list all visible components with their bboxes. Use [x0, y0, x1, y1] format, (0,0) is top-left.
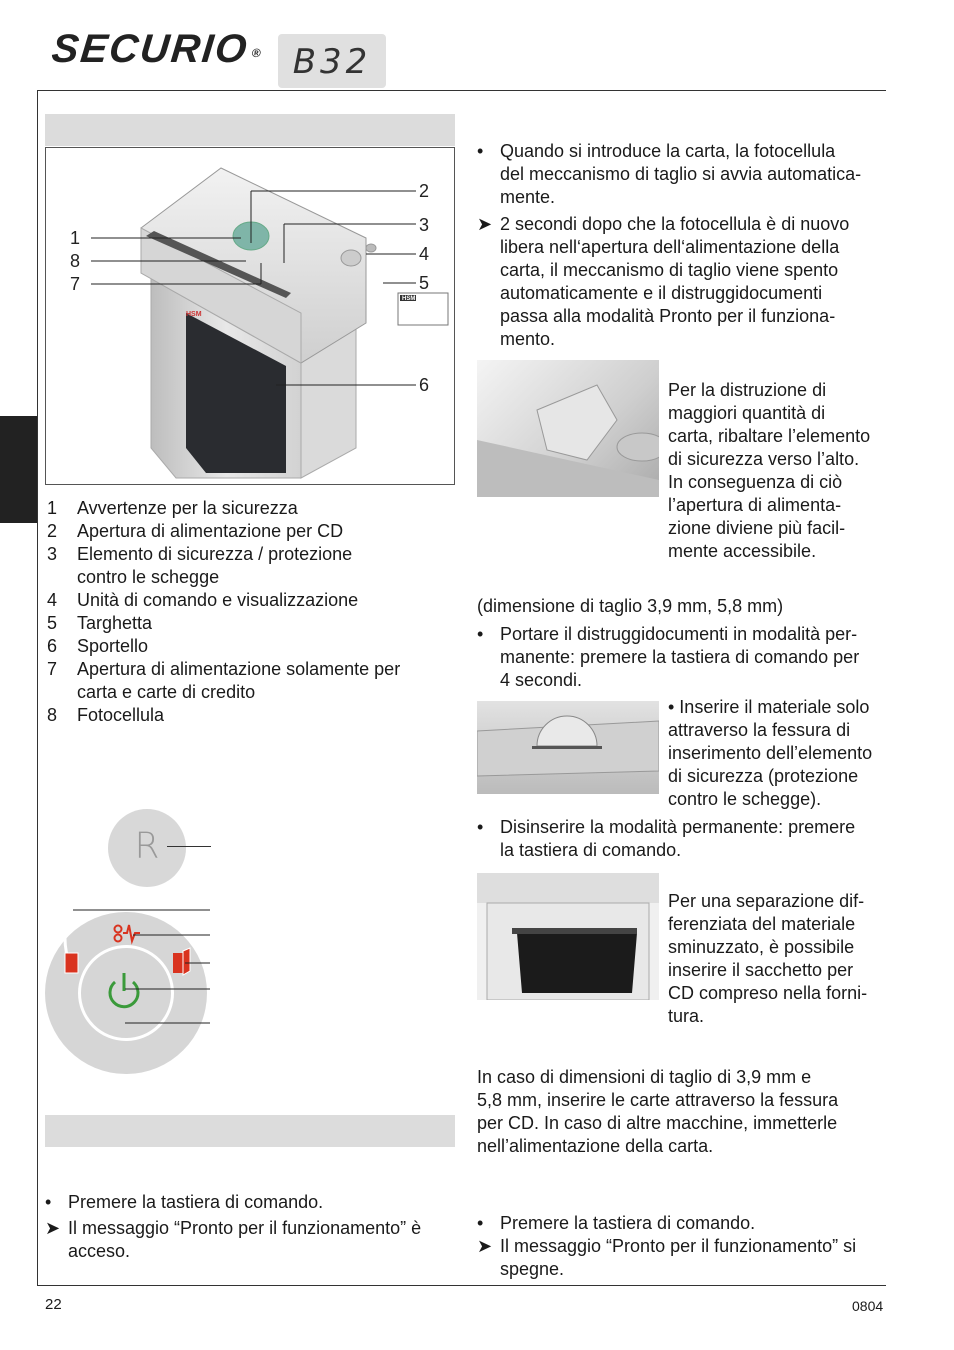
cd-bag-photo: [477, 873, 659, 1000]
list-item-cont: carta e carte di credito: [77, 682, 256, 702]
credit-card-note: In caso di dimensioni di taglio di 3,9 mm e 5,8 mm, inserire le carte attraverso la fessura per CD. In caso di altre macchine, immetterle nell’alimentazione della carta.: [477, 1067, 839, 1156]
reset-button-graphic: [108, 809, 186, 887]
paper-jam-icon: [115, 925, 141, 942]
callout-5: 5: [419, 273, 430, 293]
reset-label: R: [134, 826, 160, 867]
reset-leader: [167, 846, 211, 847]
callout-8: 8: [70, 251, 81, 271]
list-item: 6 Sportello: [47, 636, 149, 656]
disable-permanent-step: • Disinserire la modalità permanente: premere la tastiera di comando.: [477, 817, 856, 860]
cd-slot-photo: [477, 701, 659, 794]
shredder-figure: [45, 147, 455, 485]
footer-rule: [37, 1285, 886, 1286]
photo2-caption: • Inserire il materiale solo attraverso la fessura di inserimento dell’elemento di sicurezza (protezione contro le schegge).: [668, 697, 873, 809]
safety-element-photo: [477, 360, 659, 497]
switch-off-steps: • Premere la tastiera di comando. ➤ Il messaggio “Pronto per il funzionamento” si spegne.: [477, 1213, 857, 1279]
callout-1: 1: [70, 228, 81, 248]
callout-3: 3: [419, 215, 430, 235]
shredder-logo: HSM: [186, 311, 202, 318]
parts-list: [47, 497, 457, 727]
model-badge: B32: [278, 34, 386, 88]
right-top-text: • Quando si introduce la carta, la fotocellula del meccanismo di taglio si avvia automatica- mente. ➤ 2 secondi dopo che la fotocellula è di nuovo libera nell‘apertura dell‘alimentazione della carta, il meccanismo di taglio viene spento automaticamente e il distruggidocumenti passa alla modalità Pronto per il funziona- mento.: [477, 141, 862, 349]
control-icons: [45, 905, 215, 1075]
brand-logo: SECURIO®: [49, 27, 264, 71]
list-item: 5 Targhetta: [47, 613, 153, 633]
left-frame-line: [37, 90, 38, 1286]
plate-brand: HSM: [402, 296, 416, 302]
list-item: 8 Fotocellula: [47, 705, 165, 725]
switch-on-steps: • Premere la tastiera di comando. ➤ Il messaggio “Pronto per il funzionamento” è acceso.: [45, 1192, 422, 1261]
callout-4: 4: [419, 244, 430, 264]
section-bar-overview: [45, 114, 455, 146]
list-item: 4 Unità di comando e visualizzazione: [47, 590, 359, 610]
list-item: 1 Avvertenze per la sicurezza: [47, 498, 298, 518]
doc-code: 0804: [852, 1298, 884, 1314]
photo3-caption: Per una separazione dif- ferenziata del materiale sminuzzato, è possibile inserire il sacchetto per CD compreso nella forni- tura.: [668, 891, 868, 1026]
list-item: 3 Elemento di sicurezza / protezione: [47, 544, 353, 564]
header-rule: [37, 90, 886, 91]
cut-size-note: (dimensione di taglio 3,9 mm, 5,8 mm): [477, 596, 784, 616]
photo1-caption: Per la distruzione di maggiori quantità di carta, ribaltare l’elemento di sicurezza verso l’alto. In conseguenza di ciò l’apertura di alimenta- zione diviene più facil- mente accessibile.: [668, 380, 871, 561]
permanent-mode-step: • Portare il distruggidocumenti in modalità per- manente: premere la tastiera di comando per 4 secondi.: [477, 624, 860, 690]
list-item: 2 Apertura di alimentazione per CD: [47, 521, 344, 541]
shredder-illustration: [46, 148, 456, 486]
callout-6: 6: [419, 375, 430, 395]
chapter-tab: [0, 416, 37, 523]
callout-2: 2: [419, 181, 430, 201]
page-number: 22: [45, 1296, 62, 1313]
power-icon: [110, 973, 138, 1007]
section-bar-switch-on: [45, 1115, 455, 1147]
list-item-cont: contro le schegge: [77, 567, 220, 587]
list-item: 7 Apertura di alimentazione solamente per: [47, 659, 401, 679]
callout-7: 7: [70, 274, 81, 294]
